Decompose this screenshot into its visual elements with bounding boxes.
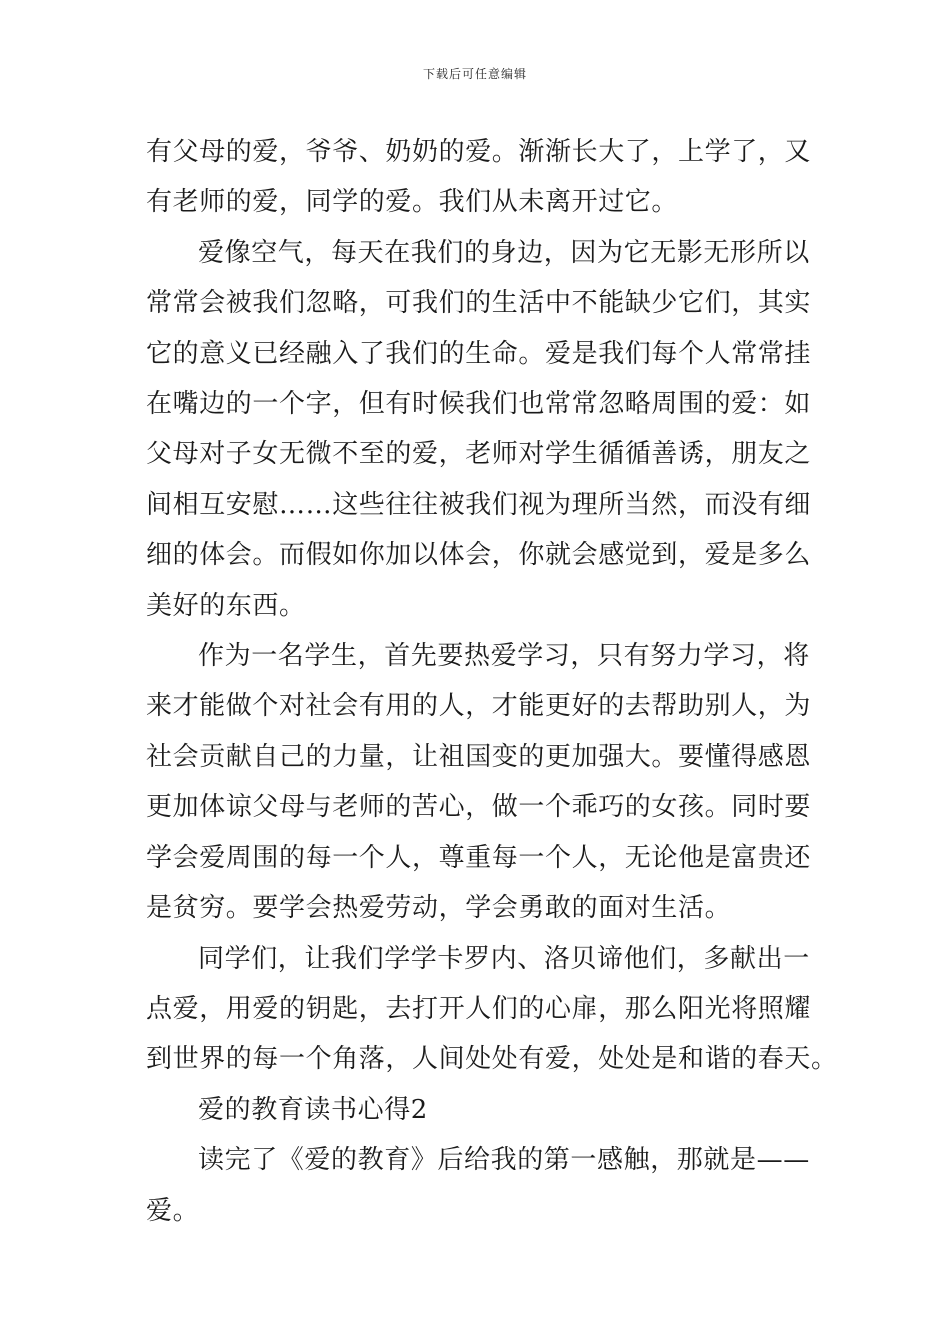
text-line: 是贫穷。要学会热爱劳动，学会勇敢的面对生活。 (146, 893, 732, 924)
text-line: 细的体会。而假如你加以体会，你就会感觉到，爱是多么 (146, 540, 812, 571)
paragraph-start-line: 爱像空气，每天在我们的身边，因为它无影无形所以 (198, 237, 810, 268)
text-line: 到世界的每一个角落，人间处处有爱，处处是和谐的春天。 (146, 1044, 838, 1075)
paragraph-start-line: 读完了《爱的教育》后给我的第一感触，那就是—— (198, 1145, 810, 1176)
document-body (146, 127, 838, 1236)
text-line: 爱。 (146, 1195, 200, 1226)
text-line: 在嘴边的一个字，但有时候我们也常常忽略周围的爱：如 (146, 389, 812, 420)
text-line: 学会爱周围的每一个人，尊重每一个人，无论他是富贵还 (146, 842, 812, 873)
paragraph-start-line: 爱的教育读书心得2 (198, 1094, 428, 1125)
text-line: 来才能做个对社会有用的人，才能更好的去帮助别人，为 (146, 691, 812, 722)
text-line: 更加体谅父母与老师的苦心，做一个乖巧的女孩。同时要 (146, 792, 812, 823)
text-line: 它的意义已经融入了我们的生命。爱是我们每个人常常挂 (146, 338, 812, 369)
text-line: 父母对子女无微不至的爱，老师对学生循循善诱，朋友之 (146, 439, 812, 470)
text-line: 有老师的爱，同学的爱。我们从未离开过它。 (146, 187, 679, 218)
text-line: 常常会被我们忽略，可我们的生活中不能缺少它们，其实 (146, 288, 812, 319)
text-line: 社会贡献自己的力量，让祖国变的更加强大。要懂得感恩 (146, 741, 812, 772)
text-line: 点爱，用爱的钥匙，去打开人们的心扉，那么阳光将照耀 (146, 993, 812, 1024)
paragraph-start-line: 作为一名学生，首先要热爱学习，只有努力学习，将 (198, 641, 810, 672)
text-line: 美好的东西。 (146, 590, 306, 621)
paragraph-start-line: 同学们，让我们学学卡罗内、洛贝谛他们，多献出一 (198, 943, 810, 974)
text-line: 间相互安慰……这些往往被我们视为理所当然，而没有细 (146, 489, 812, 520)
text-line: 有父母的爱，爷爷、奶奶的爱。渐渐长大了，上学了，又 (146, 137, 812, 167)
page-header: 下载后可任意编辑 (422, 67, 527, 81)
